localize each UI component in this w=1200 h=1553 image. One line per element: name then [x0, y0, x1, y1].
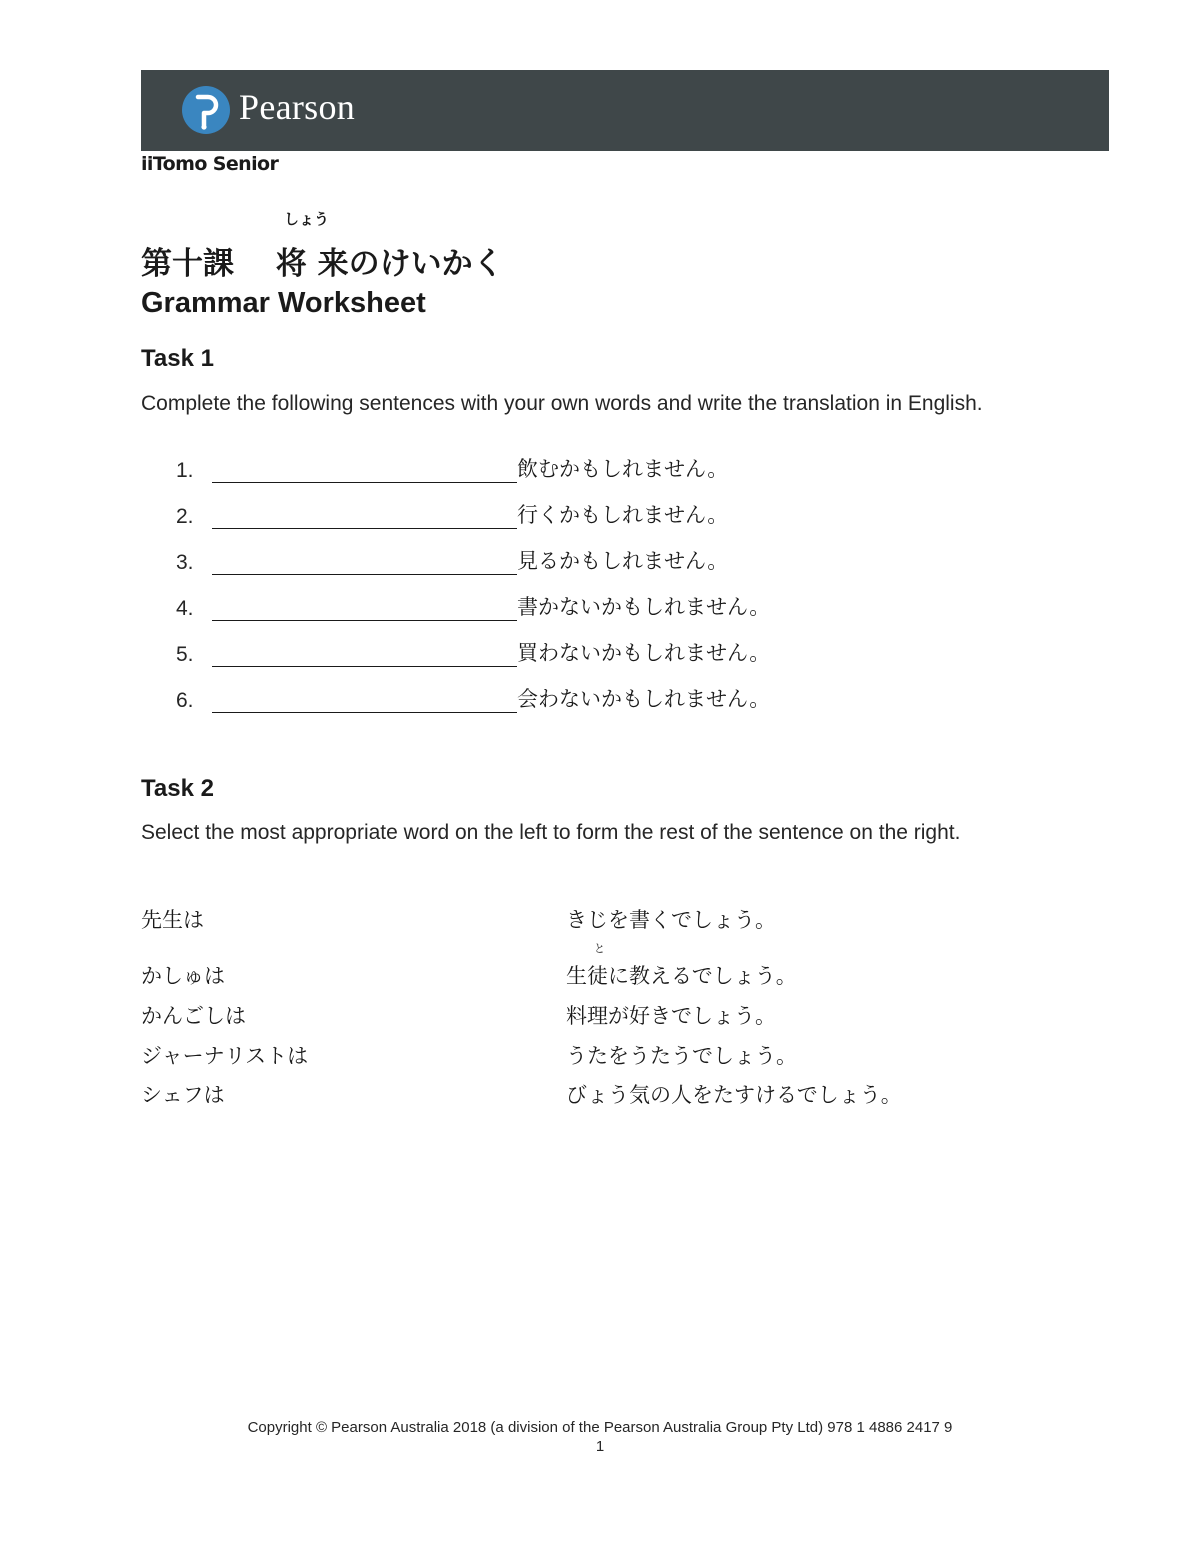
- logo-wordmark: Pearson: [239, 87, 356, 127]
- task2-heading: Task 2: [141, 775, 214, 802]
- item-text: 行くかもしれません。: [517, 503, 729, 527]
- answer-blank[interactable]: [212, 644, 517, 667]
- answer-blank[interactable]: [212, 598, 517, 621]
- sentence-ending: うたをうたうでしょう。: [566, 1044, 797, 1068]
- list-item: [176, 683, 770, 713]
- answer-blank[interactable]: [212, 690, 517, 713]
- task2-instruction: Select the most appropriate word on the left to form the rest of the sentence on the right.: [141, 821, 961, 844]
- task1-heading: Task 1: [141, 345, 214, 372]
- header-banner: [141, 70, 1109, 151]
- item-text: 買わないかもしれません。: [517, 641, 771, 665]
- task1-instruction: Complete the following sentences with your own words and write the translation in English.: [141, 392, 983, 415]
- item-text: 会わないかもしれません。: [517, 687, 771, 711]
- list-item: [176, 545, 728, 575]
- left-word: かしゅは: [141, 964, 225, 988]
- item-number: 2.: [176, 505, 194, 528]
- lesson-title: 第十課 将 来のけいかく: [141, 246, 504, 282]
- item-text: 見るかもしれません。: [517, 549, 729, 573]
- item-number: 4.: [176, 597, 194, 620]
- answer-blank[interactable]: [212, 552, 517, 575]
- item-text: 飲むかもしれません。: [517, 457, 729, 481]
- worksheet-title: Grammar Worksheet: [141, 287, 426, 319]
- furigana: しょう: [284, 210, 330, 228]
- page-number: 1: [595, 1438, 605, 1455]
- item-text: 書かないかもしれません。: [517, 595, 771, 619]
- list-item: [176, 637, 770, 667]
- item-number: 3.: [176, 551, 194, 574]
- answer-blank[interactable]: [212, 460, 517, 483]
- sentence-ending: びょう気の人をたすけるでしょう。: [566, 1083, 902, 1107]
- pearson-logo-icon: [181, 83, 231, 137]
- answer-blank[interactable]: [212, 506, 517, 529]
- left-word: 先生は: [141, 908, 204, 932]
- list-item: [176, 499, 728, 529]
- sentence-ending: 生徒に教えるでしょう。: [566, 964, 797, 988]
- left-word: ジャーナリストは: [141, 1044, 309, 1068]
- sentence-ending: きじを書くでしょう。: [566, 908, 776, 932]
- item-number: 1.: [176, 459, 194, 482]
- product-name: iiTomo Senior: [141, 153, 279, 175]
- item-number: 5.: [176, 643, 194, 666]
- left-word: かんごしは: [141, 1004, 246, 1028]
- item-number: 6.: [176, 689, 194, 712]
- list-item: [176, 453, 728, 483]
- list-item: [176, 591, 770, 621]
- sentence-ending: 料理が好きでしょう。: [566, 1004, 776, 1028]
- furigana: と: [594, 942, 605, 955]
- copyright-notice: Copyright © Pearson Australia 2018 (a division of the Pearson Australia Group Pty Ltd) 978 1 4886 2417 9: [247, 1419, 953, 1436]
- left-word: シェフは: [141, 1083, 225, 1107]
